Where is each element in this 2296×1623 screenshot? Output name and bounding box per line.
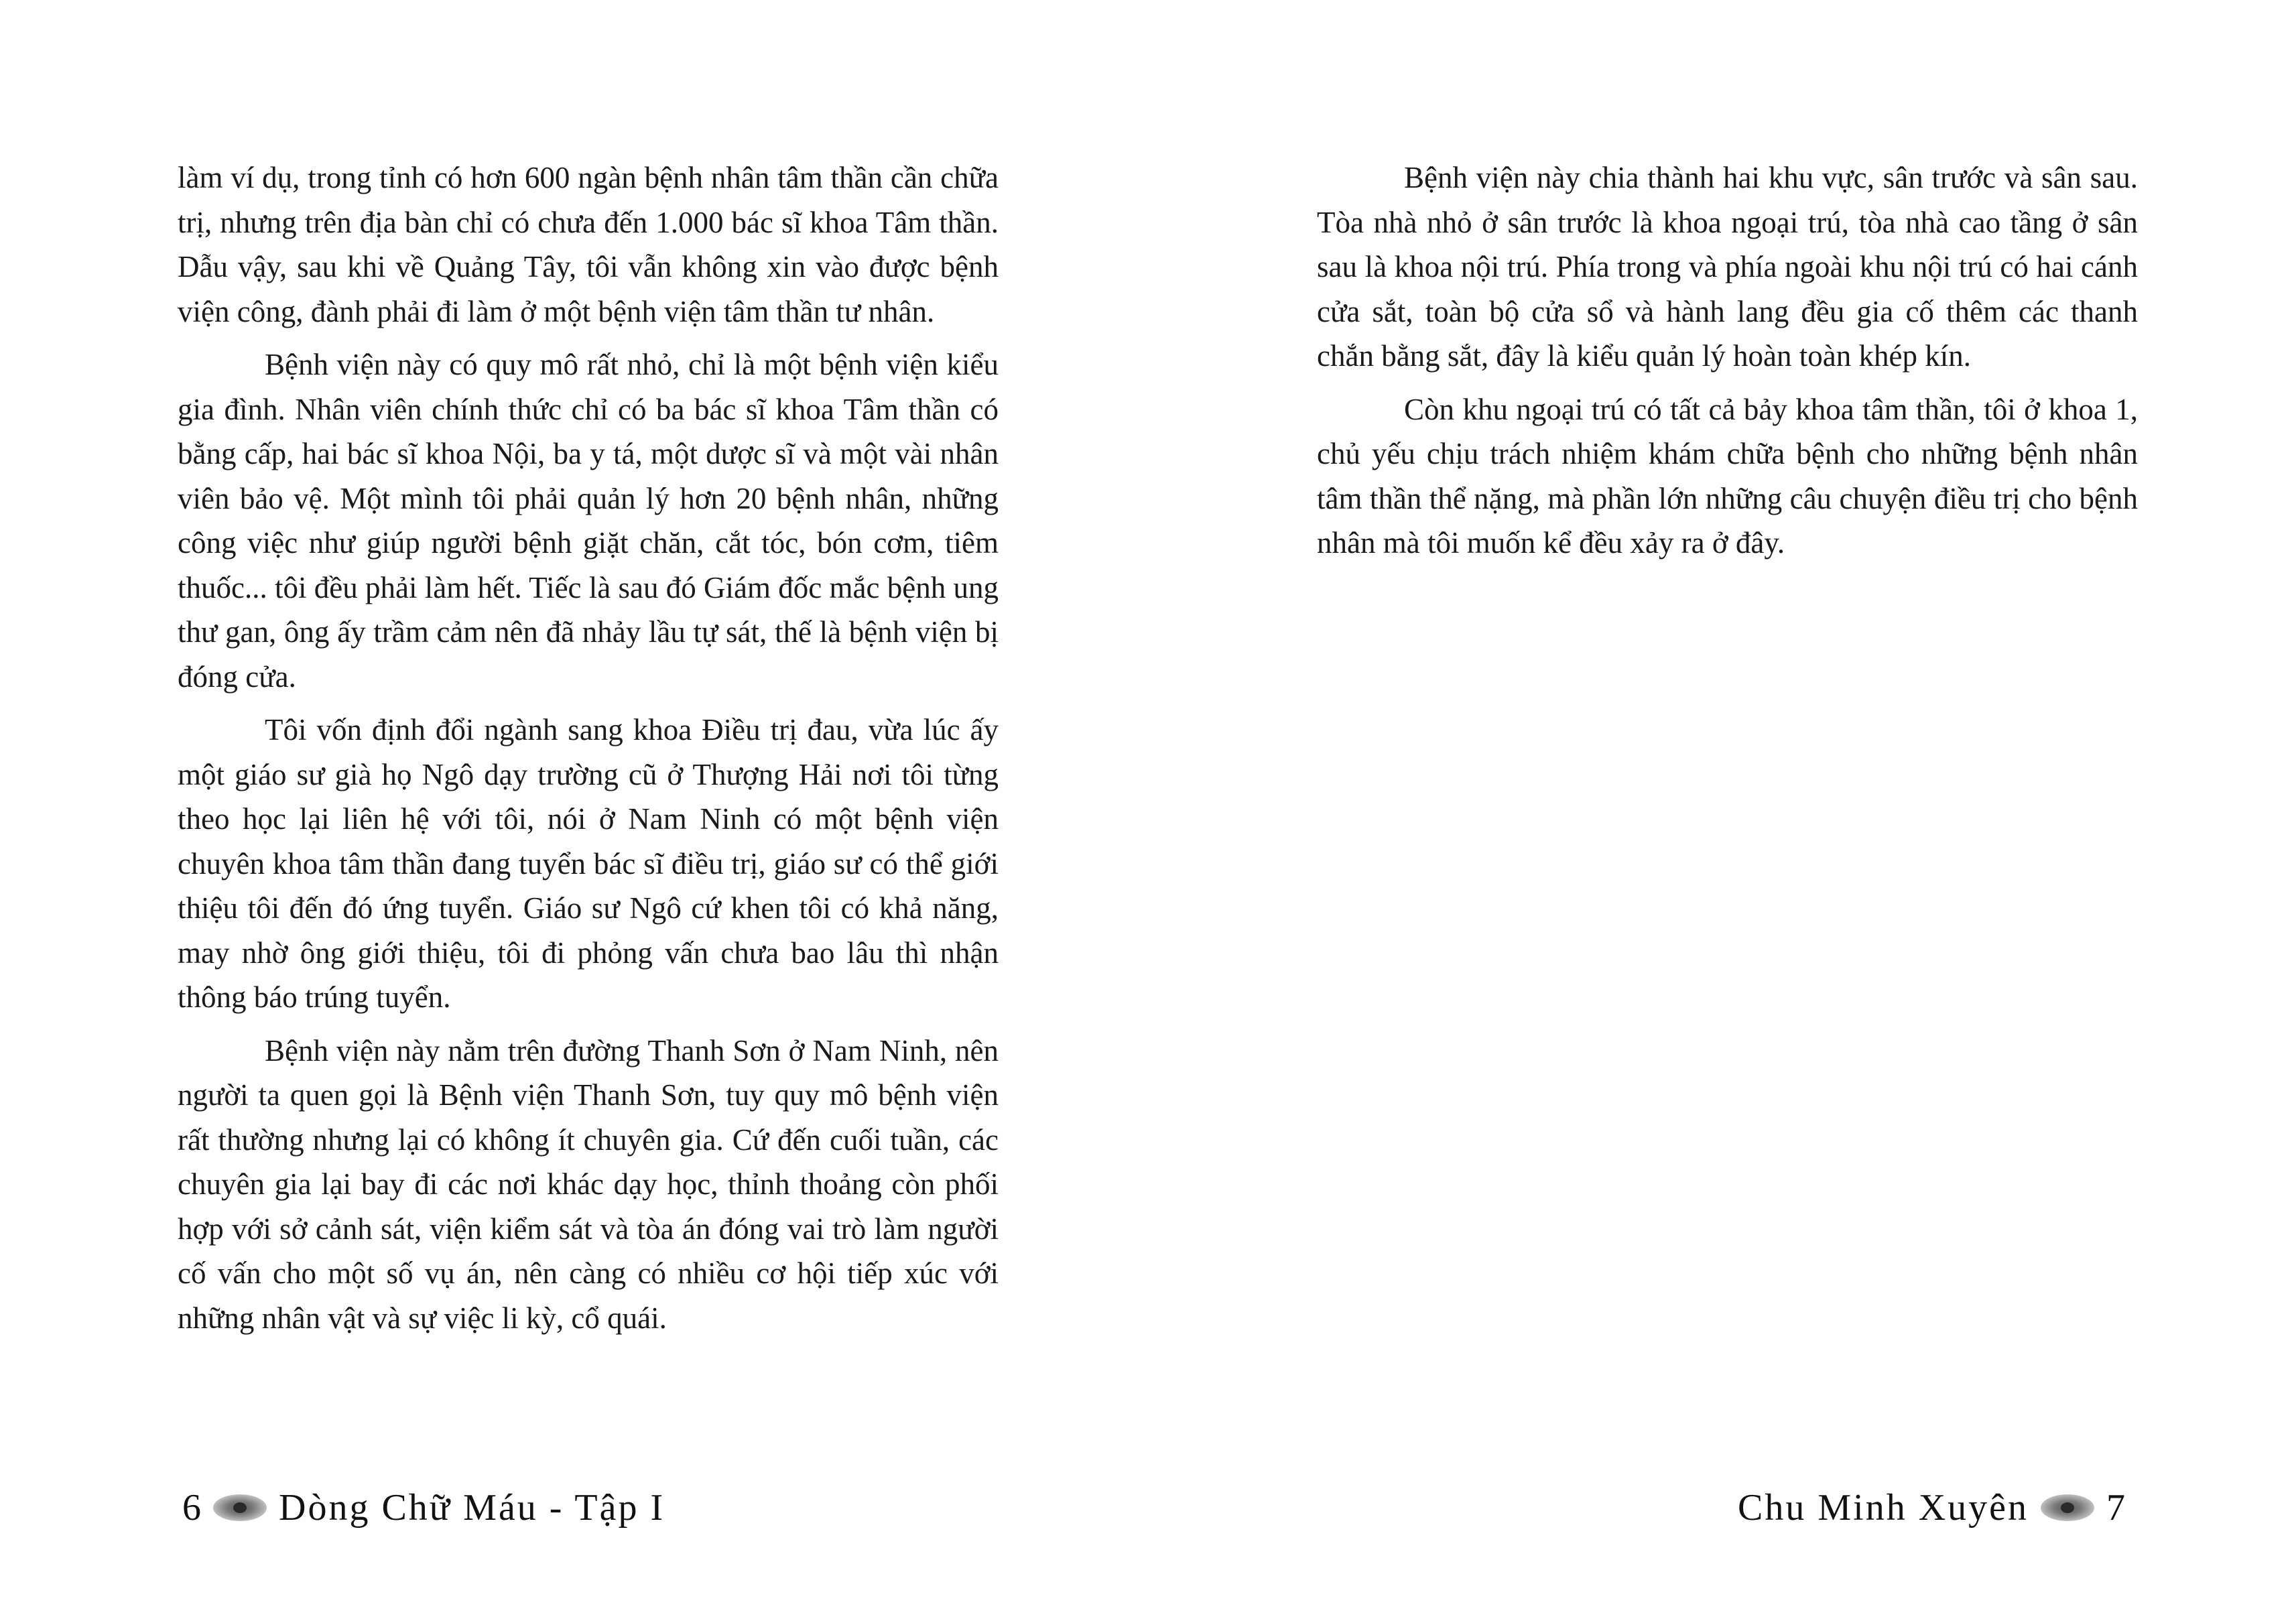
left-page-footer bbox=[182, 1481, 665, 1535]
right-page bbox=[1148, 0, 2296, 1623]
paragraph: Bệnh viện này có quy mô rất nhỏ, chỉ là một bệnh viện kiểu gia đình. Nhân viên chính thức chỉ có ba bác sĩ khoa Tâm thần có bằng cấp, hai bác sĩ khoa Nội, ba y tá, một dược sĩ và một vài nhân viên bảo vệ. Một mình tôi phải quản lý hơn 20 bệnh nhân, những công việc như giúp người bệnh giặt chăn, cắt tóc, bón cơm, tiêm thuốc... tôi đều phải làm hết. Tiếc là sau đó Giám đốc mắc bệnh ung thư gan, ông ấy trầm cảm nên đã nhảy lầu tự sát, thế là bệnh viện bị đóng cửa. bbox=[178, 348, 999, 694]
eye-ornament-icon bbox=[213, 1494, 267, 1521]
paragraph: Bệnh viện này nằm trên đường Thanh Sơn ở Nam Ninh, nên người ta quen gọi là Bệnh viện Thanh Sơn, tuy quy mô bệnh viện rất thường nhưng lại có không ít chuyên gia. Cứ đến cuối tuần, các chuyên gia lại bay đi các nơi khác dạy học, thỉnh thoảng còn phối hợp với sở cảnh sát, viện kiểm sát và tòa án đóng vai trò làm người cố vấn cho một số vụ án, nên càng có nhiều cơ hội tiếp xúc với những nhân vật và sự việc li kỳ, cổ quái. bbox=[178, 1033, 999, 1335]
right-page-footer bbox=[1738, 1481, 2125, 1535]
page-number: 6 bbox=[182, 1487, 201, 1529]
paragraph: làm ví dụ, trong tỉnh có hơn 600 ngàn bệnh nhân tâm thần cần chữa trị, nhưng trên địa bàn chỉ có chưa đến 1.000 bác sĩ khoa Tâm thần. Dẫu vậy, sau khi về Quảng Tây, tôi vẫn không xin vào được bệnh viện công, đành phải đi làm ở một bệnh viện tâm thần tư nhân. bbox=[178, 161, 999, 328]
left-page-body bbox=[178, 155, 999, 1349]
right-page-body bbox=[1317, 155, 2138, 574]
page-number: 7 bbox=[2106, 1487, 2125, 1529]
paragraph: Tôi vốn định đổi ngành sang khoa Điều trị đau, vừa lúc ấy một giáo sư già họ Ngô dạy trường cũ ở Thượng Hải nơi tôi từng theo học lại liên hệ với tôi, nói ở Nam Ninh có một bệnh viện chuyên khoa tâm thần đang tuyển bác sĩ điều trị, giáo sư có thể giới thiệu tôi đến đó ứng tuyển. Giáo sư Ngô cứ khen tôi có khả năng, may nhờ ông giới thiệu, tôi đi phỏng vấn chưa bao lâu thì nhận thông báo trúng tuyển. bbox=[178, 713, 999, 1014]
paragraph: Bệnh viện này chia thành hai khu vực, sân trước và sân sau. Tòa nhà nhỏ ở sân trước là khoa ngoại trú, tòa nhà cao tầng ở sân sau là khoa nội trú. Phía trong và phía ngoài khu nội trú có hai cánh cửa sắt, toàn bộ cửa sổ và hành lang đều gia cố thêm các thanh chắn bằng sắt, đây là kiểu quản lý hoàn toàn khép kín. bbox=[1317, 161, 2138, 373]
eye-ornament-icon bbox=[2041, 1494, 2094, 1521]
running-title: Dòng Chữ Máu - Tập I bbox=[279, 1487, 665, 1529]
running-title: Chu Minh Xuyên bbox=[1738, 1487, 2029, 1529]
paragraph: Còn khu ngoại trú có tất cả bảy khoa tâm thần, tôi ở khoa 1, chủ yếu chịu trách nhiệm khám chữa bệnh cho những bệnh nhân tâm thần thể nặng, mà phần lớn những câu chuyện điều trị cho bệnh nhân mà tôi muốn kể đều xảy ra ở đây. bbox=[1317, 392, 2138, 560]
